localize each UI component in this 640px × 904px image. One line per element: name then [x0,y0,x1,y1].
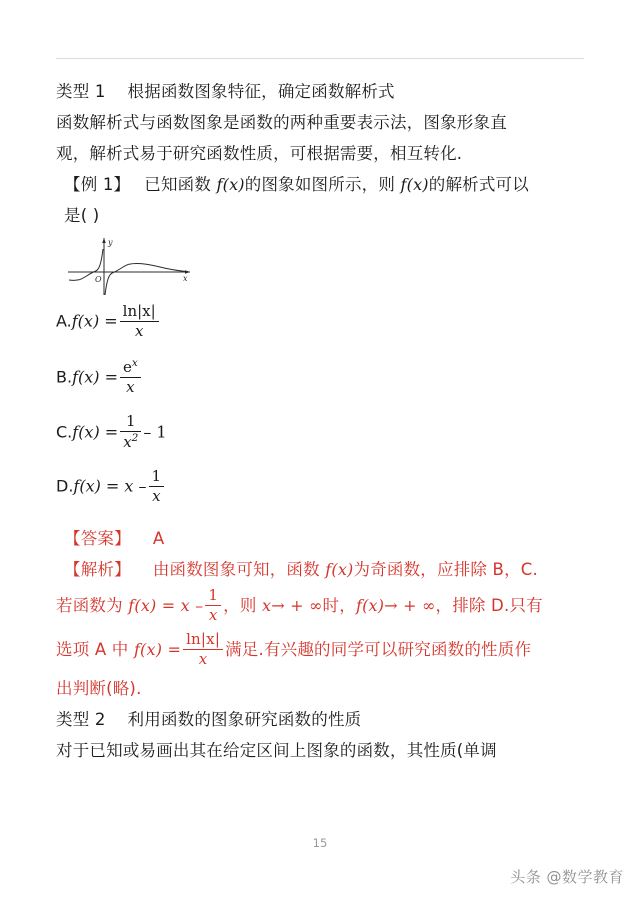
example-stem-fx-1: f(x) [216,175,245,194]
section-type1-body-line-1: 函数解析式与函数图象是函数的两种重要表示法，图象形象直 [56,113,507,132]
option-b-denominator: x [120,377,141,396]
origin-label: O [95,275,102,284]
example-stem-line-1 [56,169,588,200]
option-a-denominator: x [120,321,159,340]
option-d-numerator: 1 [151,467,162,485]
analysis-line-3-fx: f(x) = [133,640,182,659]
option-c-key: C. [56,422,73,442]
answer-label: 【答案】 [64,529,131,548]
analysis-line-1 [56,554,588,585]
section-heading-type1-prefix: 类型 1 [56,82,106,101]
page-content [56,76,588,766]
option-b[interactable] [56,358,588,413]
analysis-line-2-denominator: x [205,605,221,624]
option-c-den-base: x [123,432,132,451]
section-heading-type1-title: 根据函数图象特征，确定函数解析式 [127,82,395,101]
option-a-numerator: ln|x| [122,302,156,320]
analysis-line-3-numerator: ln|x| [186,630,221,649]
option-a[interactable] [56,303,588,358]
analysis-line-2-fx: f(x) = x – [128,596,204,615]
example-stem-part-2: 的图象如图所示，则 [244,175,396,194]
analysis-line-2-fx-2: f(x)→ + ∞ [355,596,436,615]
analysis-line-2-limit-1: x→ + ∞ [262,596,323,615]
option-c[interactable] [56,413,588,468]
analysis-line-4: 出判断(略). [56,679,142,698]
option-b-fraction [120,358,141,396]
analysis-line-1-b: 为奇函数，应排除 B，C. [353,560,538,579]
analysis-line-2-numerator: 1 [208,586,219,605]
option-b-lhs: f(x) = [72,367,118,387]
option-b-numerator [120,358,141,377]
analysis-line-3 [56,627,588,673]
option-d-lhs: f(x) = x – [73,476,147,496]
section-heading-type2-title: 利用函数的图象研究函数的性质 [127,710,362,729]
example-stem-fx-2: f(x) [400,175,429,194]
analysis-line-2-fraction [205,587,221,624]
function-graph-svg [66,235,196,297]
axis-label-x: x [183,274,188,283]
section-type2-body-line-1: 对于已知或易画出其在给定区间上图象的函数，其性质(单调 [56,741,497,760]
analysis-line-1-a: 由函数图象可知，函数 [152,560,320,579]
analysis-line-3-fraction [183,631,223,668]
answer-line [56,523,588,554]
analysis-line-3-denominator: x [183,649,223,668]
analysis-line-3-b: 满足.有兴趣的同学可以研究函数的性质作 [225,640,532,659]
axis-label-y: y [108,238,113,247]
analysis-label: 【解析】 [64,560,131,579]
page-number: 15 [312,836,328,850]
section-heading-type1 [56,76,588,107]
option-c-lhs: f(x) = [72,422,119,442]
analysis-line-2 [56,585,588,627]
option-a-key: A. [56,311,72,331]
option-c-numerator: 1 [125,412,136,430]
analysis-line-3-a: 选项 A 中 [56,640,129,659]
example-tag: 【例 1】 [64,175,131,194]
option-d-key: D. [56,476,74,496]
option-c-denominator [120,431,141,451]
example-stem-part-1: 已知函数 [144,175,212,194]
example-stem-part-3: 的解析式可以 [428,175,529,194]
analysis-line-2-b: ，则 [223,596,257,615]
option-c-den-exponent: 2 [131,431,139,444]
analysis-line-2-c: 时， [322,596,356,615]
section-heading-type2 [56,704,588,735]
analysis-line-2-a: 若函数为 [56,596,123,615]
section-heading-type2-prefix: 类型 2 [56,710,106,729]
answer-value: A [152,529,165,548]
option-b-num-exponent: x [131,357,138,369]
option-d-fraction [149,468,165,505]
option-c-tail: – 1 [143,422,167,442]
example-stem-line-2: 是( ) [64,206,100,225]
option-b-num-base: e [122,358,132,376]
option-a-lhs: f(x) = [71,311,118,331]
option-d-denominator: x [149,486,165,505]
header-divider [56,58,584,59]
option-d[interactable] [56,468,588,523]
option-b-key: B. [56,367,73,387]
analysis-line-1-fx: f(x) [325,560,354,579]
section-type1-body-line-2: 观，解析式易于研究函数性质，可根据需要，相互转化. [56,144,463,163]
option-a-fraction [120,303,159,340]
watermark: 头条 @数学教育 [510,868,624,886]
analysis-line-2-d: ，排除 D.只有 [435,596,543,615]
example-figure [66,235,196,297]
option-c-fraction [120,413,141,451]
